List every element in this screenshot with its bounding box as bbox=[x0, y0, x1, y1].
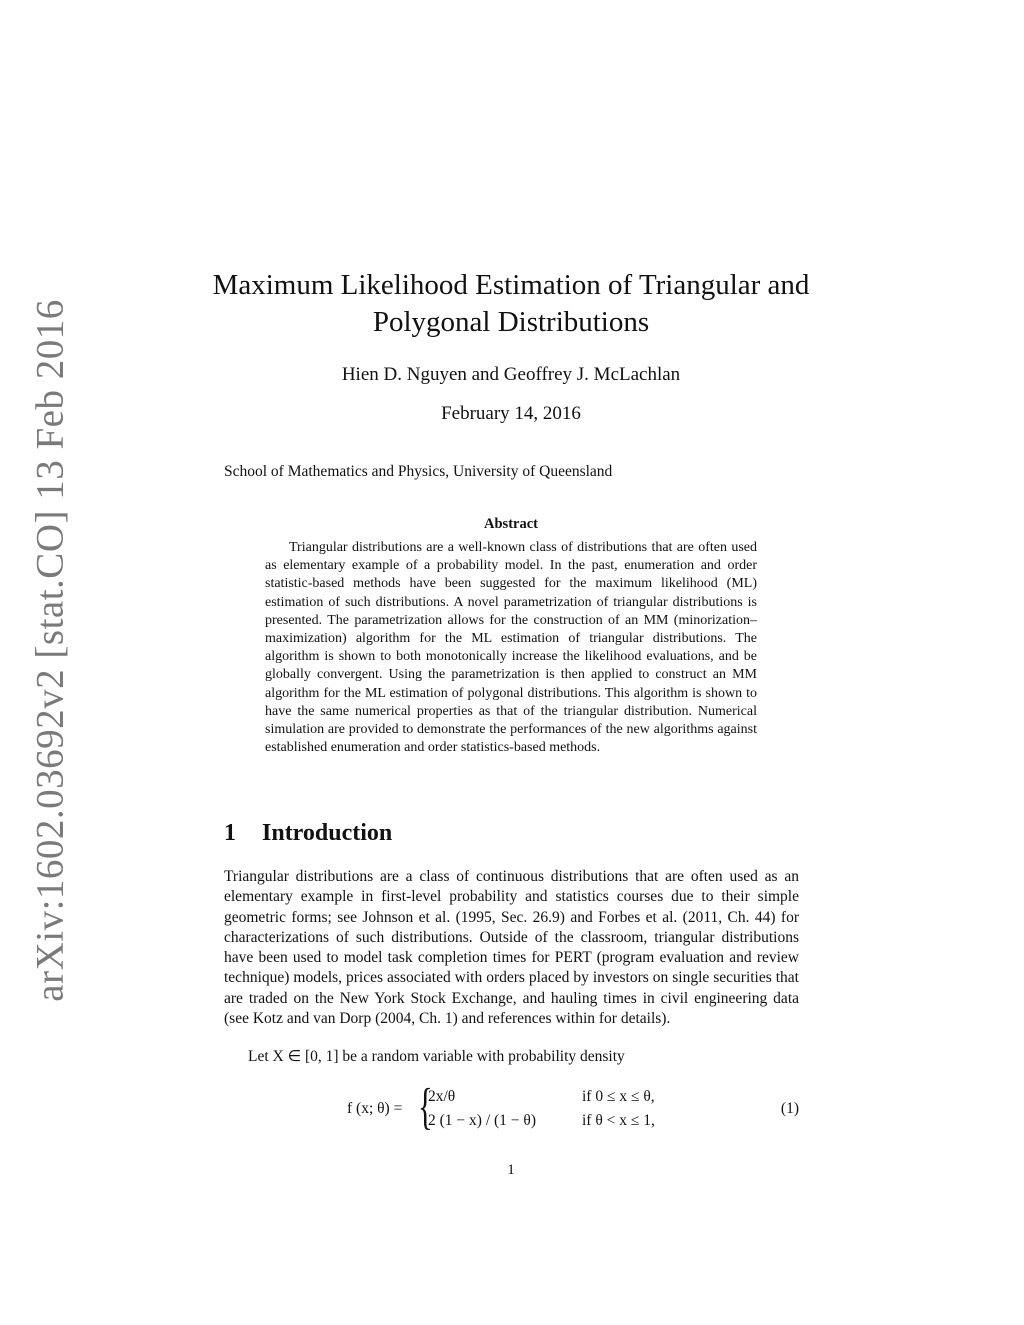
equation-case1-expression: 2x/θ bbox=[428, 1088, 456, 1105]
paper-date: February 14, 2016 bbox=[441, 403, 581, 424]
abstract-body: Triangular distributions are a well-known class of distributions that are often used as elementary example of a probability model. In the past, enumeration and order statistic-based methods have been suggested for the maximum likelihood (ML) estimation of such distributions. A novel parametrization of triangular distributions is presented. The parametrization allows for the construction of an MM (minorization–maximization) algorithm for the ML estimation of triangular distributions. The algorithm is shown to both monotonically increase the likelihood evaluations, and be globally convergent. Using the parametrization is then applied to construct an MM algorithm for the ML estimation of polygonal distributions. This algorithm is shown to have the same numerical properties as that of the triangular distribution. Numerical simulation are provided to demonstrate the performances of the new algorithms against established enumeration and order statistics-based methods. bbox=[265, 540, 757, 756]
arxiv-identifier: arXiv:1602.03692v2 [stat.CO] 13 Feb 2016 bbox=[28, 298, 72, 1002]
equation-1 bbox=[224, 1079, 799, 1138]
paper-title: Maximum Likelihood Estimation of Triangular and Polygonal Distributions bbox=[212, 269, 810, 338]
section-title: Introduction bbox=[262, 820, 393, 846]
left-brace-symbol: { bbox=[418, 1079, 433, 1135]
equation-number: (1) bbox=[780, 1100, 799, 1117]
equation-case2-condition: if θ < x ≤ 1, bbox=[582, 1112, 655, 1129]
abstract-heading: Abstract bbox=[484, 516, 538, 532]
equation-case1-condition: if 0 ≤ x ≤ θ, bbox=[582, 1088, 655, 1105]
paper-affiliation: School of Mathematics and Physics, University of Queensland bbox=[224, 463, 613, 480]
arxiv-stamp bbox=[10, 298, 90, 1002]
introduction-paragraph: Triangular distributions are a class of continuous distributions that are often used as an elementary example in first-level probability and statistics courses due to their simple geometric forms; see Johnson et al. (1995, Sec. 26.9) and Forbes et al. (2011, Ch. 44) for characterizations of such distributions. Outside of the classroom, triangular distributions have been used to model task completion times for PERT (program evaluation and review technique) models, prices associated with orders placed by investors on single securities that are traded on the New York Stock Exchange, and hauling times in civil engineering data (see Kotz and van Dorp (2004, Ch. 1) and references within for details). bbox=[224, 868, 799, 1028]
page-number: 1 bbox=[507, 1162, 515, 1178]
paper-authors: Hien D. Nguyen and Geoffrey J. McLachlan bbox=[341, 364, 681, 385]
section-number: 1 bbox=[224, 820, 236, 846]
equation-lhs: f (x; θ) = bbox=[347, 1100, 403, 1117]
section-heading-introduction bbox=[224, 820, 392, 847]
equation-case2-expression: 2 (1 − x) / (1 − θ) bbox=[428, 1112, 536, 1129]
density-intro-line: Let X ∈ [0, 1] be a random variable with probability density bbox=[248, 1048, 625, 1065]
